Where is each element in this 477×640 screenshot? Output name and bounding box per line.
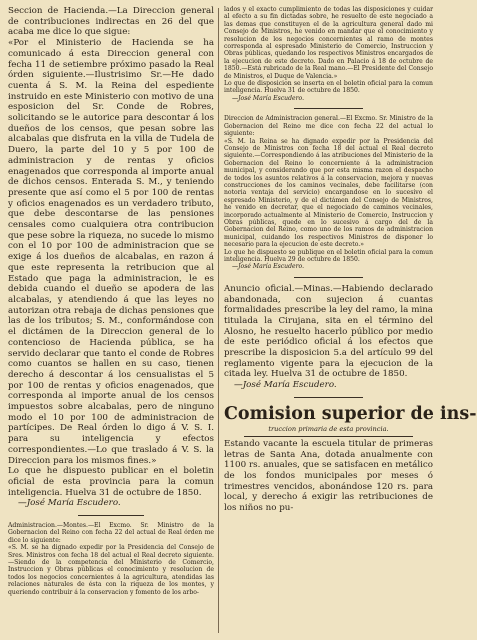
notice-montes: [8, 522, 214, 596]
section-subheading: truccion primaria de esta provincia.: [268, 424, 389, 433]
separator-rule: [294, 277, 363, 278]
notice-hacienda-body: «Por el Ministerio de Hacienda se ha comunicado á esta Direccion general con fecha 11 de setiembre próximo pasado la Real órden siguiente.—Ilustrisimo Sr.—He dado cuenta á S. M. la Reina del espediente instruido en este Ministerio con motivo de una esposicion del Sr. Conde de Robres, solicitando se le autorice para descontar á los dueños de los censos, que pesan sobre las alcabalas que disfruta en la villa de Tudela de Duero, la parte del 10 y 5 por 100 de administracion y de rentas y oficios enagenados que corresponda al importe anual de dichos censos. Enterada S. M., y teniendo presente que así como el 5 por 100 de rentas y oficios enagenados es un verdadero tributo, que debe descontarse de las pensiones censales como cualquiera otra contribucion que pese sobre la riqueza, no sucede lo mismo con el 10 por 100 de administracion que se exige á los dueños de alcabalas, en razon á que este representa la retribucion que al Estado que paga la administracion, le es debida cuando el dueño se apodera de las alcabalas, y atendiendo á que las leyes no autorizan otra rebaja de dichas pensiones que las de los tributos; S. M., conformándose con el dictámen de la Direccion general de lo contencioso de Hacienda pública, se ha servido declarar que tanto el conde de Robres como cuantos se hallen en su caso, tienen derecho á descontar á los censualistas el 5 por 100 de rentas y oficios enagenados, que corresponda al importe anual de los censos impuestos sobre alcabalas, pero de ninguno modo el 10 por 100 de administracion de partícipes. De Real órden lo digo á V. S. I. para su inteligencia y efectos correspondientes.—Lo que traslado á V. S. la Direccion para los mismos fines.»: [8, 38, 214, 466]
notice-administracion-intro: Direccion de Administracion general.—El Excmo. Sr. Ministro de la Gobernacion del Reino me dice con fecha 22 del actual lo siguiente:: [224, 115, 433, 138]
separator-rule: [294, 397, 363, 398]
notice-hacienda-closing: Lo que he dispuesto publicar en el boletin oficial de esta provincia para la comun inteligencia. Huelva 31 de octubre de 1850.: [8, 466, 214, 498]
notice-minas: [224, 284, 433, 391]
separator-rule: [294, 108, 363, 109]
notice-minas-body: Anuncio oficial.—Minas.—Habiendo declarado abandonada, con sujecion á cuantas formalidades prescribe la ley del ramo, la mina titulada la Cirujana, sita en el término del Alosno, he resuelto hacerlo público por medio de este periódico oficial á los efectos que prescribe la disposicion 5.a del artículo 99 del reglamento vigente para la ejecucion de la citada ley. Huelva 31 de octubre de 1850.: [224, 283, 433, 380]
section-heading: Comision superior de ins-: [224, 403, 477, 424]
left-column: [8, 6, 214, 596]
column-divider: [218, 8, 219, 633]
section-instruccion-body: Estando vacante la escuela titular de primeras letras de Santa Ana, dotada anualmente con 1100 rs. anuales, que se satisfacen en metálico de los fondos municipales por meses ó trimestres vencidos, abonándose 120 rs. para local, y derecho á exigir las retribuciones de los niños no pu-: [224, 438, 433, 514]
notice-montes-continued: [224, 6, 433, 102]
notice-hacienda-signature: —José María Escudero.: [18, 498, 121, 509]
notice-montes-intro: Administracion.—Montes.—El Excmo. Sr. Ministro de la Gobernacion del Reino con fecha 22 del actual de Real órden me dice lo siguiente:: [8, 522, 214, 544]
notice-montes-body: «S. M. se ha dignado expedir por la Presidencia del Consejo de Sres. Ministros con fecha 18 del actual el Real decreto siguiente.—Siendo de la competencia del Ministerio de Comercio, Instruccion y Obras públicas el conocimiento y resolucion de todos los negocios concernientes á la agricultura, atendidas las relaciones naturales de ésta con la riqueza de los montes, y queriendo contribuir á la conservacion y fomento de los arbo-: [8, 544, 214, 596]
notice-minas-signature: —José María Escudero.: [234, 380, 337, 391]
notice-administracion-signature: —José María Escudero.: [232, 263, 305, 271]
notice-montes-signature: —José María Escudero.: [232, 94, 305, 102]
notice-administracion-closing: Lo que he dispuesto se publique en el boletin oficial para la comun inteligencia. Huelva 29 de octubre de 1850.: [224, 248, 433, 263]
right-column: [224, 6, 477, 514]
notice-administracion-body: «S. M. la Reina se ha dignado expedir por la Presidencia del Consejo de Ministros con fecha 18 del actual el Real decreto siguiente.—Correspondiendo á las atribuciones del Ministerio de la Gobernacion del Reino lo concerniente á la administracion municipal, y considerando que por esta misma razon el despacho de todos los asuntos relativos á la conservacion, mejora y nuevas construcciones de los caminos vecinales, debe facilitarse (con notoria ventaja del servicio) encargandose en lo sucesivo el espresado Ministerio, y de el dictámen del Consejo de Ministros, he venido en decretar, que el negociado de caminos vecinales, incorporado actualmente al Ministerio de Comercio, Instruccion y Obras públicas, quede en lo sucesivo á cargo del de la Gobernacion del Reino, como uno de los ramos de administracion municipal, cuidando los respectivos Ministros de disponer lo necesario para la ejecucion de este decreto.»: [224, 137, 433, 249]
notice-administracion: [224, 115, 433, 271]
notice-hacienda-intro: Seccion de Hacienda.—La Direccion general de contribuciones indirectas en 26 del que acaba me dice lo que sigue:: [8, 6, 214, 38]
notice-hacienda: [8, 6, 214, 509]
section-instruccion: [224, 403, 477, 514]
separator-rule: [78, 515, 144, 516]
notice-montes-continued-body: lados y el exacto cumplimiento de todas las disposiciones y cuidar al efecto a su fin dictadas sobre, he resuelto de este negociado a las demas que constituyen el de la agricultura general dado mi Consejo de Ministros, he venido en mandar que el conocimiento y resolucion de los negocios concernientes al ramo de montes corresponda al espresado Ministerio de Comercio, Instruccion y Obras públicas, quedando los respectivos Ministros encargados de la ejecucion de este decreto. Dado en Palacio á 18 de octubre de 1850.—Está rubricado de la Real mano.—El Presidente del Consejo de Ministros, el Duque de Valencia.»: [224, 6, 433, 80]
notice-montes-continued-closing: Lo que de disposicion se inserta en el boletin oficial para la comun inteligencia. Huelva 31 de octubre de 1850.: [224, 80, 433, 95]
heading-rule: [244, 436, 413, 437]
